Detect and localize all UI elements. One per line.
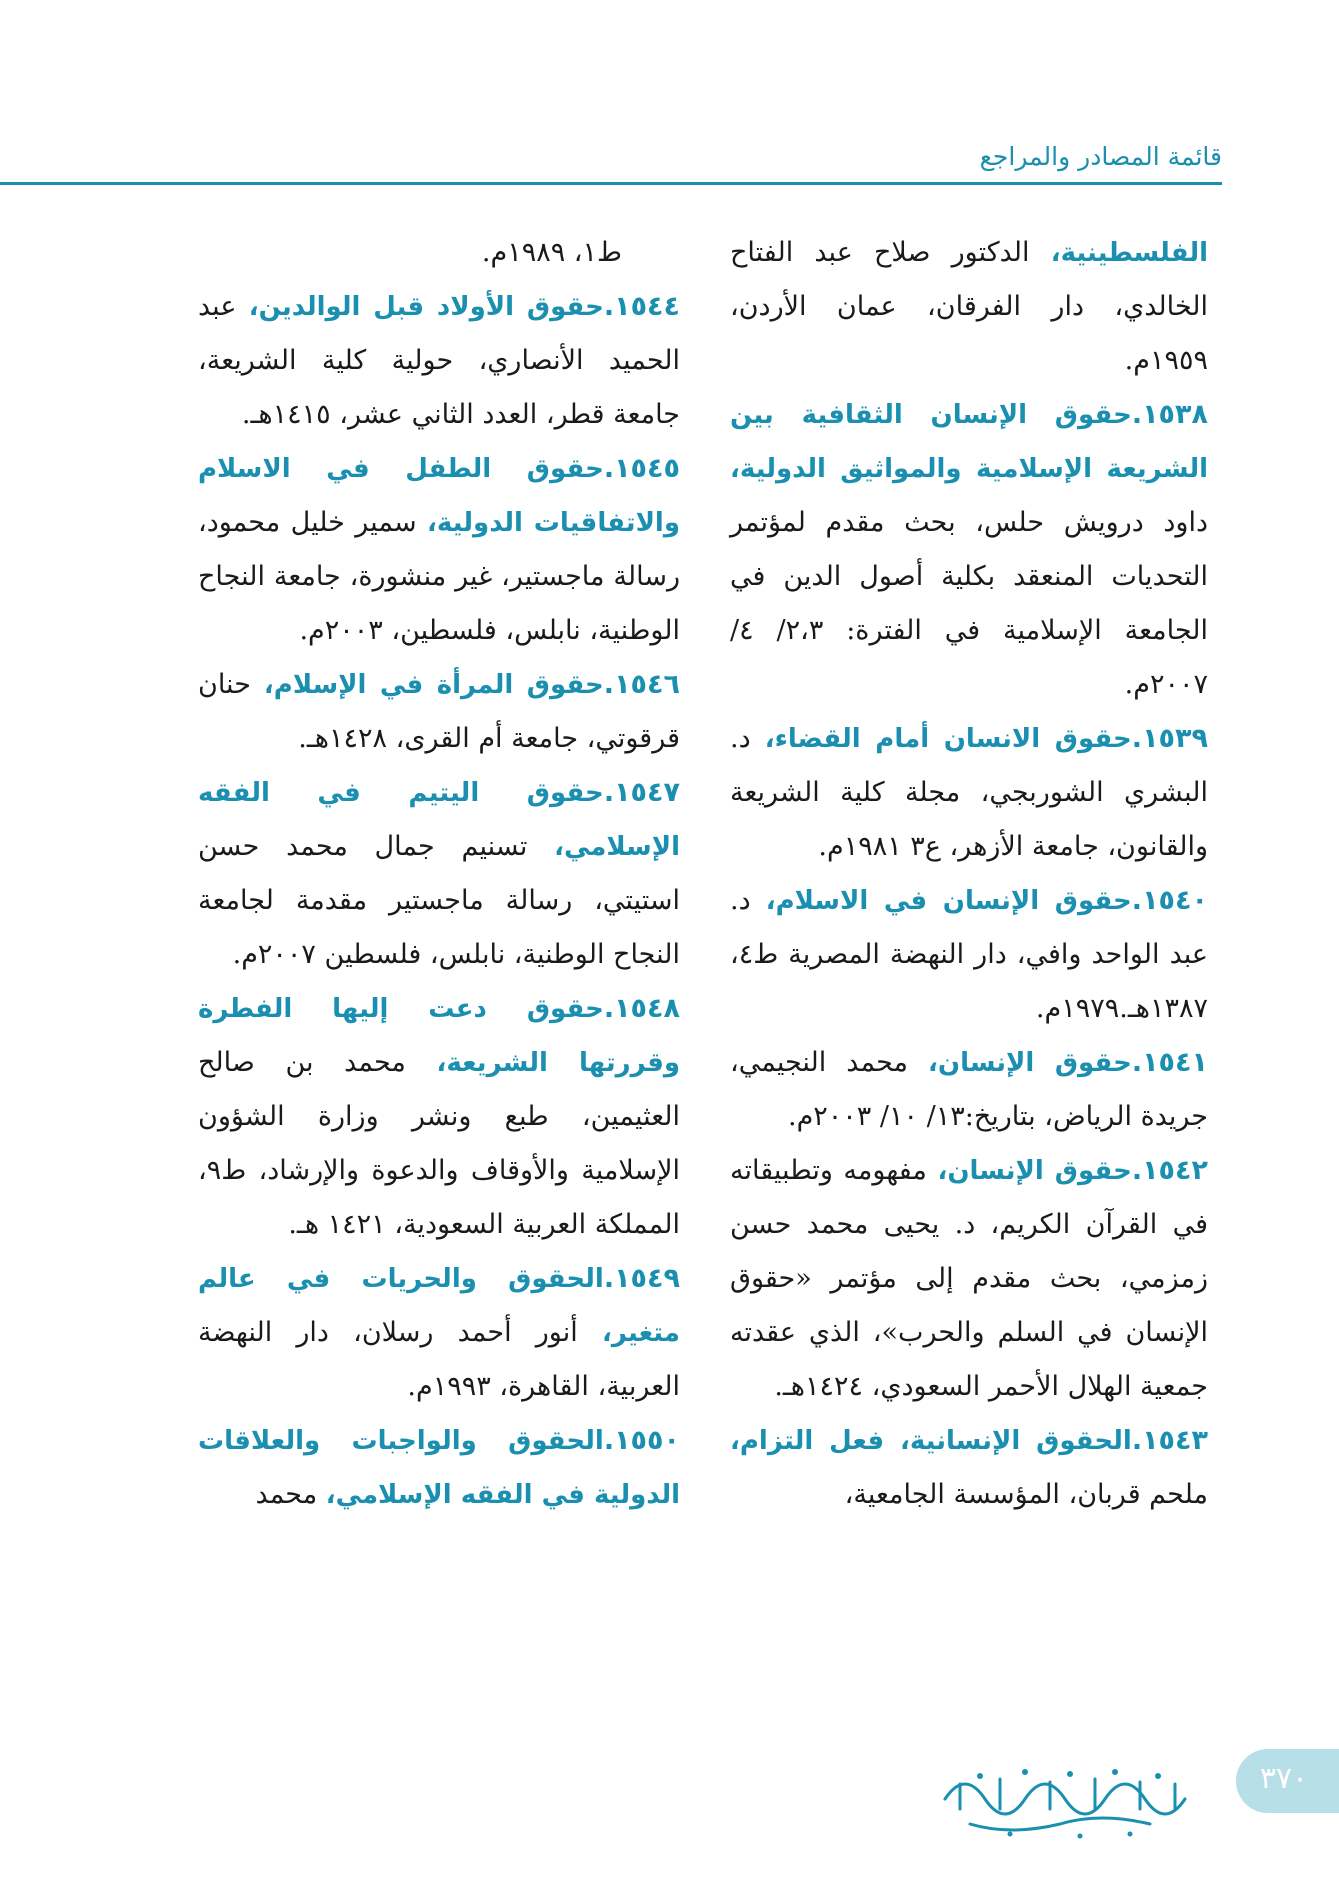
entry-1545	[198, 442, 680, 658]
entry-title: حقوق الطفل في الاسلام والاتفاقيات الدولية،	[198, 454, 680, 538]
entry-continued	[198, 226, 680, 280]
entry-number: ١٥٤٠.	[1131, 885, 1208, 916]
entry-title: حقوق الإنسان،	[928, 1048, 1132, 1078]
entry-number: ١٥٤٦.	[603, 669, 680, 700]
entry-title: حقوق اليتيم في الفقه الإسلامي،	[198, 778, 680, 862]
entry-number: ١٥٤٨.	[603, 993, 680, 1024]
entry-title: حقوق الأولاد قبل الوالدين،	[248, 292, 604, 322]
entry-title: حقوق الانسان أمام القضاء،	[764, 724, 1132, 754]
entry-1538	[730, 388, 1208, 712]
entry-title: الفلسطينية،	[1050, 238, 1208, 268]
entry-number: ١٥٣٨.	[1131, 399, 1208, 430]
entry-title: الحقوق والواجبات والعلاقات الدولية في الفقه الإسلامي،	[198, 1426, 680, 1510]
entry-number: ١٥٤٥.	[603, 453, 680, 484]
entry-continued	[730, 226, 1208, 388]
entry-body: مفهومه وتطبيقاته في القرآن الكريم، د. يحيى محمد حسن زمزمي، بحث مقدم إلى مؤتمر «حقوق الإنسان في السلم والحرب»، الذي عقدته جمعية الهلال الأحمر السعودي، ١٤٢٤هـ.	[730, 1155, 1208, 1402]
entry-number: ١٥٥٠.	[603, 1425, 680, 1456]
entry-body: محمد	[255, 1479, 326, 1510]
entry-1549	[198, 1252, 680, 1414]
left-column	[198, 226, 680, 1522]
entry-body: د. عبد الواحد وافي، دار النهضة المصرية ط٤، ١٣٨٧هـ.١٩٧٩م.	[730, 885, 1208, 1024]
entry-number: ١٥٤٣.	[1131, 1425, 1208, 1456]
entry-1544	[198, 280, 680, 442]
entry-body: عبد الحميد الأنصاري، حولية كلية الشريعة، جامعة قطر، العدد الثاني عشر، ١٤١٥هـ.	[198, 291, 680, 430]
entry-1539	[730, 712, 1208, 874]
entry-title: الحقوق والحريات في عالم متغير،	[198, 1264, 680, 1348]
entry-body: أنور أحمد رسلان، دار النهضة العربية، القاهرة، ١٩٩٣م.	[198, 1317, 680, 1402]
entry-title: حقوق المرأة في الإسلام،	[263, 670, 604, 700]
entry-body: ط١، ١٩٨٩م.	[481, 237, 622, 268]
entry-1548	[198, 982, 680, 1252]
entry-title: حقوق الإنسان في الاسلام،	[765, 886, 1132, 916]
right-column	[730, 226, 1208, 1522]
header-title: قائمة المصادر والمراجع	[979, 142, 1222, 171]
entry-body: تسنيم جمال محمد حسن استيتي، رسالة ماجستير مقدمة لجامعة النجاح الوطنية، نابلس، فلسطين ٢٠٠٧م.	[198, 831, 680, 970]
entry-body: ملحم قربان، المؤسسة الجامعية،	[844, 1479, 1208, 1510]
entry-body: الدكتور صلاح عبد الفتاح الخالدي، دار الفرقان، عمان الأردن، ١٩٥٩م.	[730, 237, 1208, 376]
entry-body: داود درويش حلس، بحث مقدم لمؤتمر التحديات المنعقد بكلية أصول الدين في الجامعة الإسلامية في الفترة: ٢،٣/ ٤/ ٢٠٠٧م.	[730, 507, 1208, 700]
entry-body: سمير خليل محمود، رسالة ماجستير، غير منشورة، جامعة النجاح الوطنية، نابلس، فلسطين، ٢٠٠٣م.	[198, 507, 680, 646]
entry-1543	[730, 1414, 1208, 1522]
entry-number: ١٥٤٩.	[603, 1263, 680, 1294]
entry-body: محمد بن صالح العثيمين، طبع ونشر وزارة الشؤون الإسلامية والأوقاف والدعوة والإرشاد، ط٩، المملكة العربية السعودية، ١٤٢١ هـ.	[198, 1047, 680, 1240]
entry-1542	[730, 1144, 1208, 1414]
entry-title: حقوق الإنسان الثقافية بين الشريعة الإسلامية والمواثيق الدولية،	[730, 400, 1208, 484]
entry-number: ١٥٤٤.	[603, 291, 681, 322]
entry-number: ١٥٤١.	[1131, 1047, 1208, 1078]
page-number: ٣٧٠	[1259, 1761, 1309, 1796]
entry-number: ١٥٤٧.	[603, 777, 680, 808]
entry-1547	[198, 766, 680, 982]
entry-body: د. البشري الشوربجي، مجلة كلية الشريعة والقانون، جامعة الأزهر، ع٣ ١٩٨١م.	[730, 723, 1208, 862]
entry-body: محمد النجيمي، جريدة الرياض، بتاريخ:١٣/ ١٠/ ٢٠٠٣م.	[730, 1047, 1208, 1132]
entry-title: الحقوق الإنسانية، فعل التزام،	[730, 1426, 1132, 1456]
header-rule	[0, 182, 1222, 185]
entry-title: حقوق دعت إليها الفطرة وقررتها الشريعة،	[198, 994, 680, 1078]
entry-1541	[730, 1036, 1208, 1144]
entry-number: ١٥٣٩.	[1131, 723, 1208, 754]
encyclopedia-logo	[930, 1754, 1200, 1854]
entry-body: حنان قرقوتي، جامعة أم القرى، ١٤٢٨هـ.	[198, 669, 680, 754]
entry-1540	[730, 874, 1208, 1036]
running-header	[0, 140, 1222, 186]
entry-title: حقوق الإنسان،	[937, 1156, 1132, 1186]
entry-1546	[198, 658, 680, 766]
entry-1550	[198, 1414, 680, 1522]
entry-number: ١٥٤٢.	[1131, 1155, 1208, 1186]
